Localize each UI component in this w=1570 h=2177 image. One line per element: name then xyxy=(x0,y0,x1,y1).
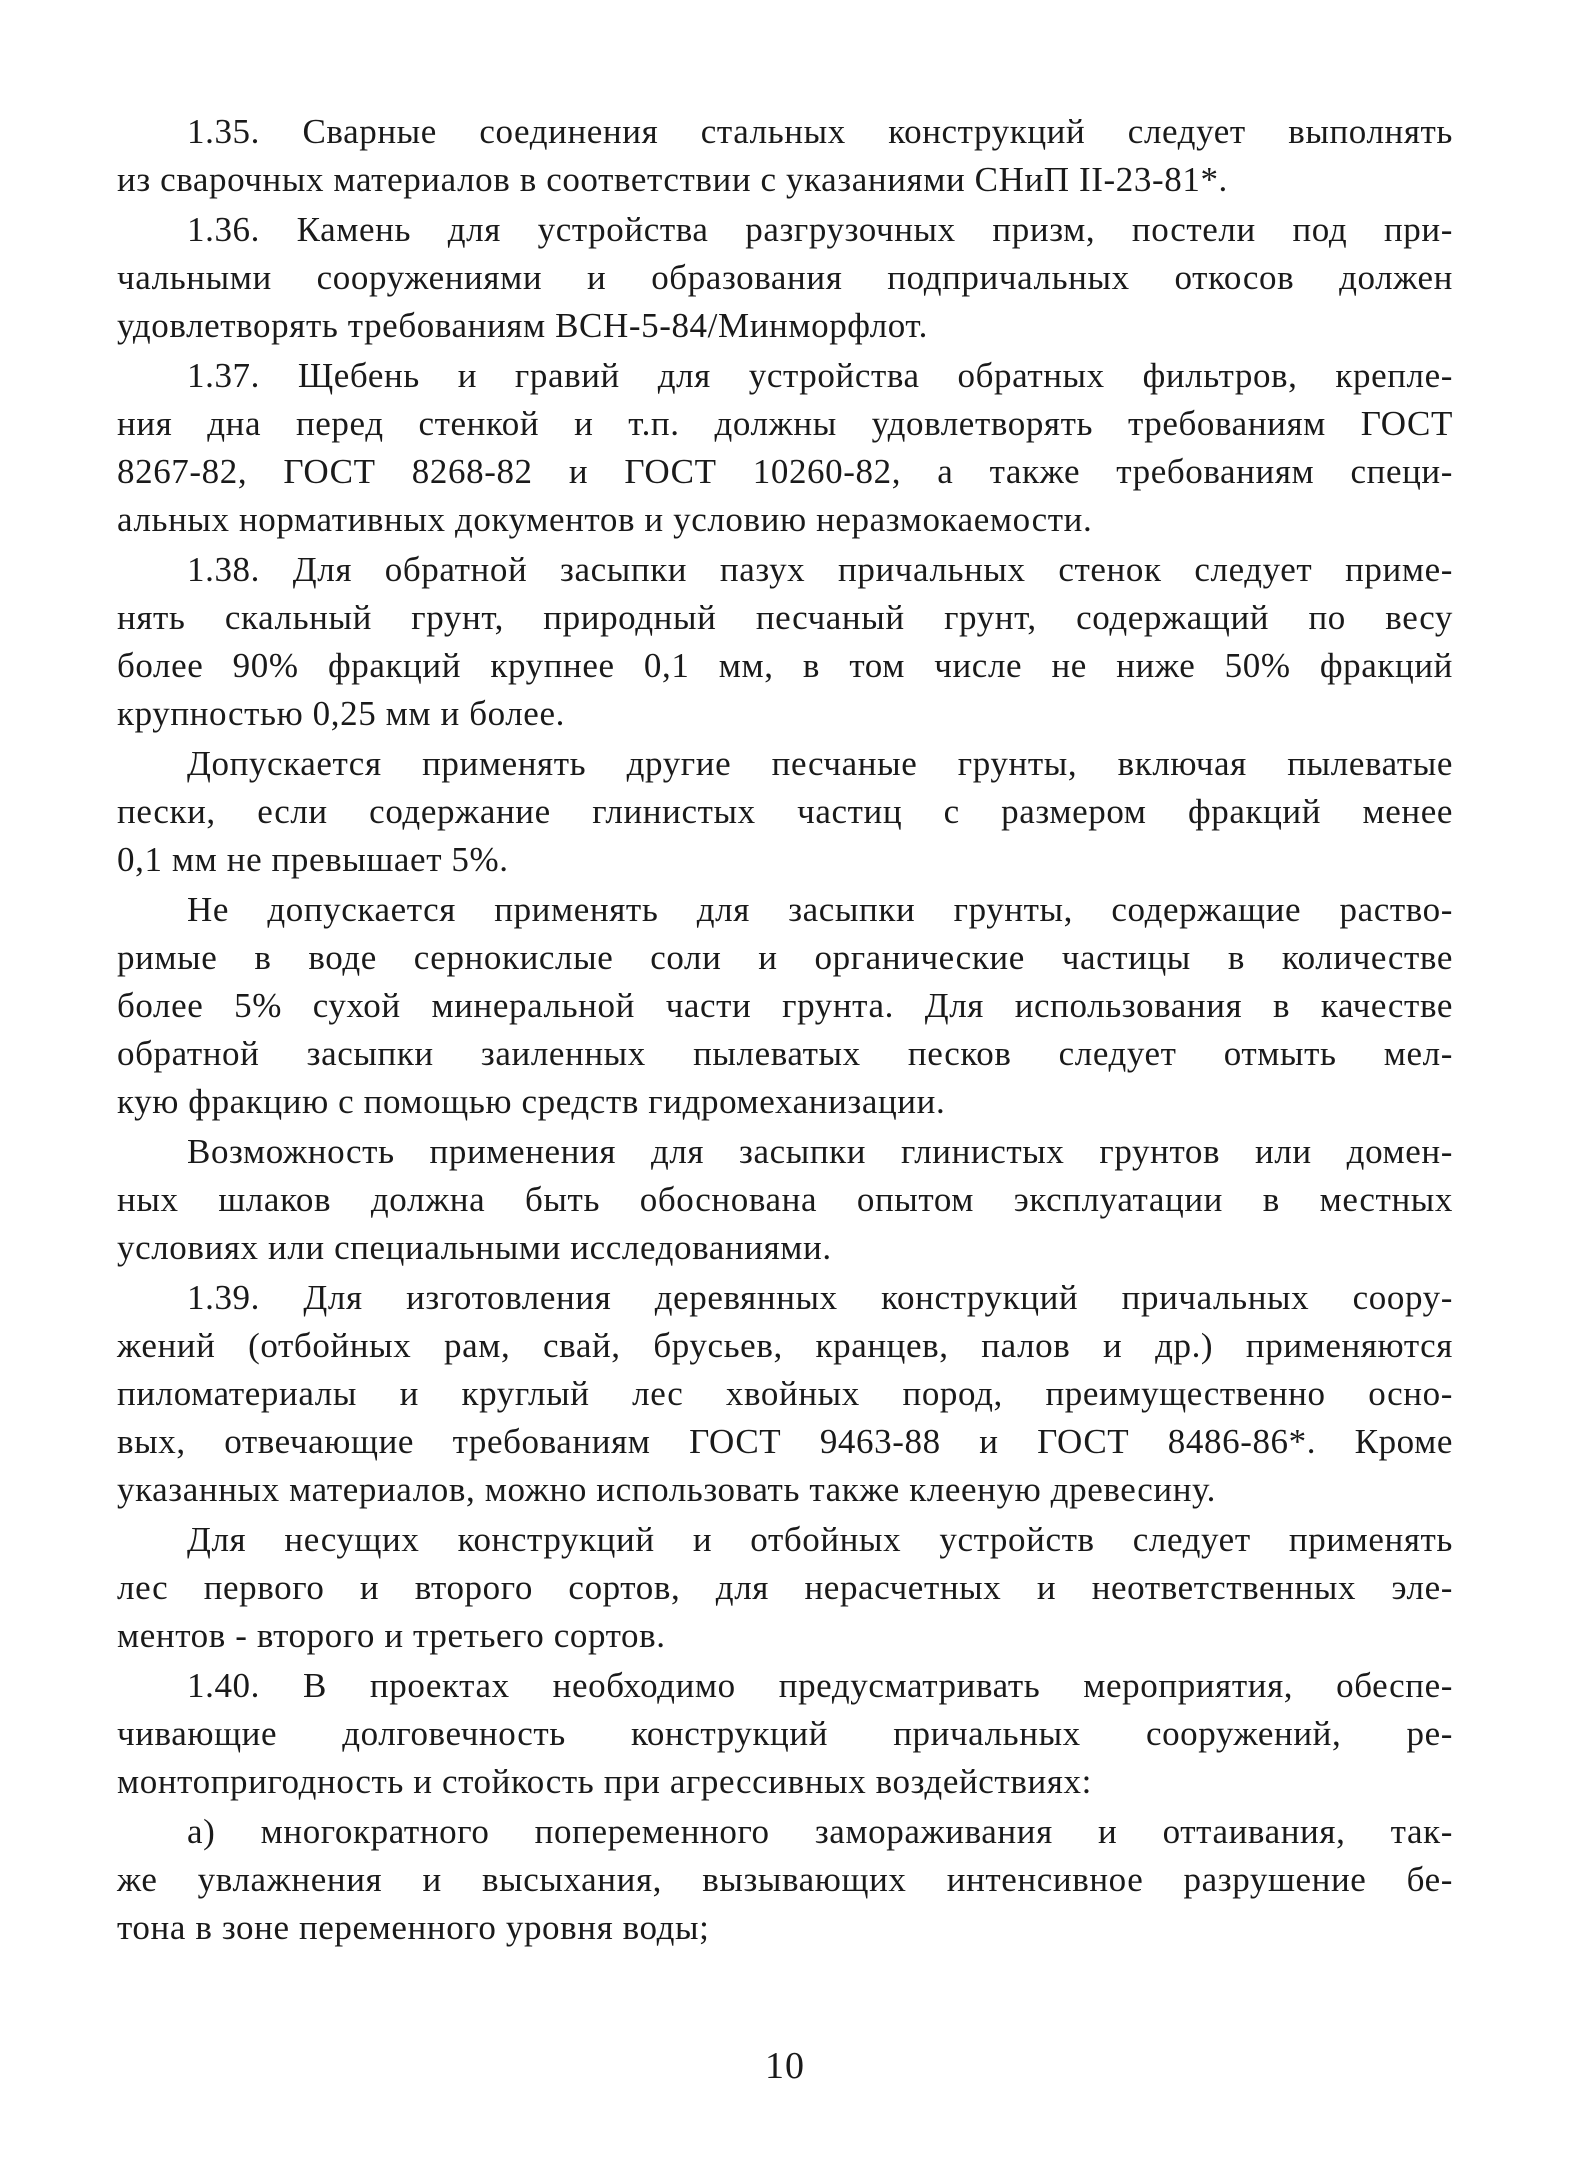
page-number: 10 xyxy=(765,2045,805,2087)
text-line: 1.35. Сварные соединения стальных конструкций следует выполнять xyxy=(187,112,1453,151)
text-line: а) многократного попеременного замораживания и оттаивания, так- xyxy=(187,1812,1453,1851)
paragraph-p-1-38-c xyxy=(117,886,1453,1126)
text-line: 1.38. Для обратной засыпки пазух причальных стенок следует приме- xyxy=(187,550,1453,589)
text-line: крупностью 0,25 мм и более. xyxy=(117,694,565,733)
text-line: Возможность применения для засыпки глинистых грунтов или домен- xyxy=(187,1132,1453,1171)
text-line: чальными сооружениями и образования подпричальных откосов должен xyxy=(117,258,1453,297)
paragraph-p-1-35 xyxy=(117,108,1453,204)
text-line: условиях или специальными исследованиями. xyxy=(117,1228,832,1267)
paragraph-p-1-40 xyxy=(117,1662,1453,1806)
text-line: из сварочных материалов в соответствии с указаниями СНиП II-23-81*. xyxy=(117,160,1228,199)
text-line: пески, если содержание глинистых частиц с размером фракций менее xyxy=(117,792,1453,831)
text-line: пиломатериалы и круглый лес хвойных пород, преимущественно осно- xyxy=(117,1374,1453,1413)
paragraph-p-1-38-b xyxy=(117,740,1453,884)
text-line: ментов - второго и третьего сортов. xyxy=(117,1616,666,1655)
text-line: Допускается применять другие песчаные грунты, включая пылеватые xyxy=(187,744,1453,783)
paragraph-p-1-38 xyxy=(117,546,1453,738)
text-line: кую фракцию с помощью средств гидромеханизации. xyxy=(117,1082,946,1121)
text-line: 1.36. Камень для устройства разгрузочных призм, постели под при- xyxy=(187,210,1453,249)
text-line: более 5% сухой минеральной части грунта. Для использования в качестве xyxy=(117,986,1453,1025)
text-line: вых, отвечающие требованиям ГОСТ 9463-88 и ГОСТ 8486-86*. Кроме xyxy=(117,1422,1453,1461)
text-line: удовлетворять требованиям ВСН-5-84/Минморфлот. xyxy=(117,306,929,345)
text-line: 8267-82, ГОСТ 8268-82 и ГОСТ 10260-82, а также требованиям специ- xyxy=(117,452,1453,491)
text-line: лес первого и второго сортов, для нерасчетных и неответственных эле- xyxy=(117,1568,1453,1607)
text-line: ния дна перед стенкой и т.п. должны удовлетворять требованиям ГОСТ xyxy=(117,404,1453,443)
document-body xyxy=(117,108,1453,1954)
text-line: ных шлаков должна быть обоснована опытом эксплуатации в местных xyxy=(117,1180,1453,1219)
paragraph-p-1-37 xyxy=(117,352,1453,544)
text-line: Не допускается применять для засыпки грунты, содержащие раство- xyxy=(187,890,1453,929)
text-line: нять скальный грунт, природный песчаный грунт, содержащий по весу xyxy=(117,598,1453,637)
text-line: более 90% фракций крупнее 0,1 мм, в том числе не ниже 50% фракций xyxy=(117,646,1453,685)
text-line: Для несущих конструкций и отбойных устройств следует применять xyxy=(187,1520,1453,1559)
text-line: альных нормативных документов и условию неразмокаемости. xyxy=(117,500,1093,539)
text-line: 1.39. Для изготовления деревянных конструкций причальных соору- xyxy=(187,1278,1453,1317)
text-line: римые в воде сернокислые соли и органические частицы в количестве xyxy=(117,938,1453,977)
text-line: 1.40. В проектах необходимо предусматривать мероприятия, обеспе- xyxy=(187,1666,1453,1705)
text-line: тона в зоне переменного уровня воды; xyxy=(117,1908,710,1947)
paragraph-p-1-36 xyxy=(117,206,1453,350)
text-line: 0,1 мм не превышает 5%. xyxy=(117,840,509,879)
text-line: чивающие долговечность конструкций причальных сооружений, ре- xyxy=(117,1714,1453,1753)
text-line: же увлажнения и высыхания, вызывающих интенсивное разрушение бе- xyxy=(117,1860,1453,1899)
text-line: жений (отбойных рам, свай, брусьев, кранцев, палов и др.) применяются xyxy=(117,1326,1453,1365)
text-line: обратной засыпки заиленных пылеватых песков следует отмыть мел- xyxy=(117,1034,1453,1073)
text-line: 1.37. Щебень и гравий для устройства обратных фильтров, крепле- xyxy=(187,356,1453,395)
text-line: монтопригодность и стойкость при агрессивных воздействиях: xyxy=(117,1762,1092,1801)
paragraph-p-1-39 xyxy=(117,1274,1453,1514)
paragraph-p-1-39-b xyxy=(117,1516,1453,1660)
paragraph-p-1-40-a xyxy=(117,1808,1453,1952)
paragraph-p-1-38-d xyxy=(117,1128,1453,1272)
text-line: указанных материалов, можно использовать также клееную древесину. xyxy=(117,1470,1216,1509)
